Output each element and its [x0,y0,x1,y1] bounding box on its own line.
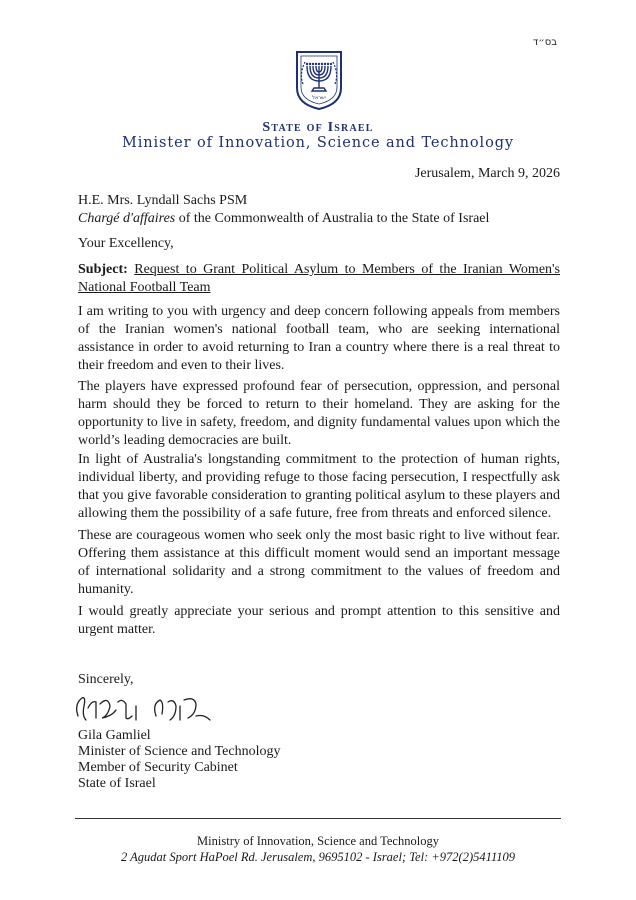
addressee-name: H.E. Mrs. Lyndall Sachs PSM [78,193,248,208]
israel-emblem-icon [293,48,345,112]
subject-text: Request to Grant Political Asylum to Members of the Iranian Women's National Football Team [78,262,561,295]
subject-line [78,261,560,297]
footer-ministry: Ministry of Innovation, Science and Technology [197,834,439,848]
signatory-role-3: State of Israel [78,776,156,791]
closing: Sincerely, [78,672,134,687]
addressee-title-italic: Chargé d'affaires [78,211,176,226]
addressee-title-rest: of the Commonwealth of Australia to the State of Israel [175,211,490,226]
body-paragraph-3: In light of Australia's longstanding commitment to the protection of human rights, individual liberty, and providing refuge to those facing persecution, I respectfully ask that you give favorable consideration to granting political asylum to these players and allowing them the possibility of a safe future, free from threats and enforced silence. [78,452,560,521]
footer-address: 2 Agudat Sport HaPoel Rd. Jerusalem, 9695102 - Israel; Tel: +972(2)5411109 [120,850,516,864]
body-paragraph-5: I would greatly appreciate your serious and prompt attention to this sensitive and urgent matter. [78,604,560,637]
footer-divider [75,818,561,819]
signatory-name: Gila Gamliel [78,728,151,743]
letterhead-state: State of Israel [262,120,374,135]
body-paragraph-1: I am writing to you with urgency and deep concern following appeals from members of the Iranian women's national football team, who are seeking international assistance in order to avoid returning to Iran a country where there is a real threat to their freedom and even to their lives. [78,304,560,373]
subject-label: Subject: [78,262,128,277]
letter-date: Jerusalem, March 9, 2026 [414,166,560,181]
signatory-role-2: Member of Security Cabinet [78,760,238,775]
bsd-mark: בס״ד [532,37,557,48]
salutation: Your Excellency, [78,236,174,251]
signatory-role-1: Minister of Science and Technology [78,744,281,759]
emblem-caption: ישראל [312,95,326,101]
body-paragraph-4: These are courageous women who seek only the most basic right to live without fear. Offering them assistance at this difficult moment would send an important message of international solidarity and a strong commitment to the values of freedom and humanity. [78,528,560,597]
body-paragraph-2: The players have expressed profound fear of persecution, oppression, and personal harm should they be forced to return to their homeland. They are asking for the opportunity to live in safety, freedom, and dignity fundamental values upon which the world’s leading democracies are built. [78,379,560,448]
letterhead-ministry: Minister of Innovation, Science and Technology [122,135,514,151]
addressee-title [78,210,560,228]
